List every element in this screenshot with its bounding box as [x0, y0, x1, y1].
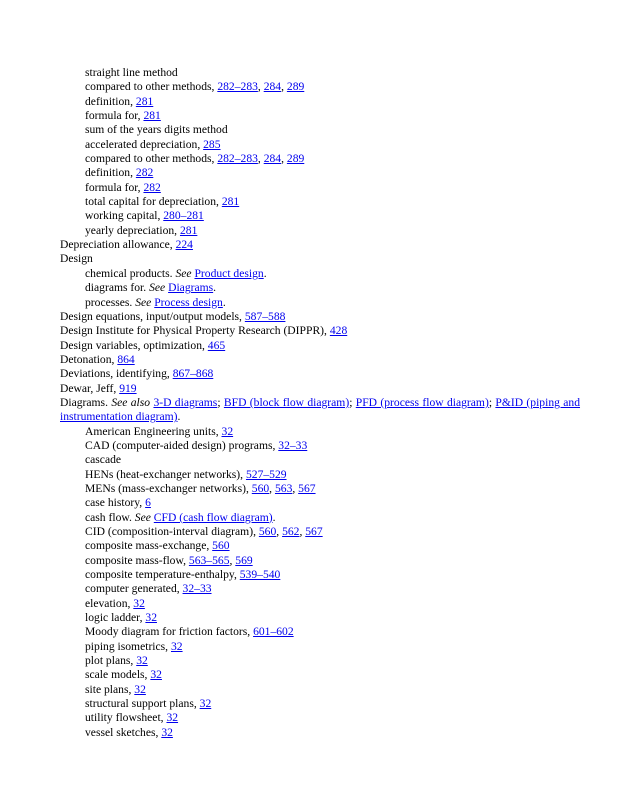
- entry-text: ;: [349, 395, 356, 409]
- index-subentry: [60, 281, 580, 295]
- index-subentry: [60, 625, 580, 639]
- index-subentry: [60, 496, 580, 510]
- index-entry: [60, 339, 580, 353]
- entry-text: ,: [257, 80, 264, 94]
- entry-text: diagrams for.: [85, 281, 150, 295]
- entry-text: Design variables, optimization,: [60, 338, 208, 352]
- index-subentry: [60, 80, 580, 94]
- index-subentry: [60, 425, 580, 439]
- entry-text: ,: [276, 525, 283, 538]
- index-entry: [60, 310, 580, 324]
- entry-text: .: [263, 266, 267, 280]
- see-reference-label: See: [135, 295, 152, 309]
- index-entry: [60, 238, 580, 252]
- index-subentry: [60, 439, 580, 453]
- index-subentry: [60, 296, 580, 310]
- index-subentry: [60, 568, 580, 582]
- index-subentry: [60, 95, 580, 109]
- index-subentry: [60, 654, 580, 668]
- entry-text: piping isometrics,: [85, 639, 171, 653]
- entry-text: sum of the years digits method: [85, 123, 228, 137]
- page-reference-link[interactable]: 32–33: [182, 582, 212, 596]
- entry-text: CID (composition-interval diagram),: [85, 525, 259, 538]
- page-reference-link[interactable]: 563: [274, 481, 293, 495]
- index-subentry: [60, 683, 580, 697]
- page-reference-link[interactable]: 289: [286, 152, 305, 166]
- page-reference-link[interactable]: 32: [136, 654, 148, 668]
- page-reference-link[interactable]: 919: [119, 381, 137, 395]
- see-reference-label: See: [134, 510, 151, 524]
- see-reference-label: See also: [111, 395, 151, 409]
- page-reference-link[interactable]: 289: [286, 80, 305, 94]
- see-reference-label: See: [175, 266, 192, 280]
- entry-text: vessel sketches,: [85, 725, 162, 739]
- page-reference-link[interactable]: P&ID (piping and instrumentation diagram): [60, 395, 581, 424]
- index-subentry: [60, 554, 580, 568]
- see-reference-label: See: [149, 281, 166, 295]
- entry-text: .: [177, 410, 181, 424]
- page-reference-link[interactable]: BFD (block flow diagram): [223, 395, 350, 409]
- index-entry: [60, 324, 580, 338]
- entry-text: composite temperature-enthalpy,: [85, 568, 240, 582]
- index-subentry: [60, 453, 580, 467]
- page-reference-link[interactable]: 32–33: [278, 438, 308, 452]
- entry-text: processes.: [85, 295, 136, 309]
- entry-text: accelerated depreciation,: [85, 137, 204, 151]
- index-entry: [60, 367, 580, 381]
- entry-text: cascade: [85, 453, 122, 467]
- index-subentry: [60, 267, 580, 281]
- entry-text: chemical products.: [85, 266, 176, 280]
- entry-text: formula for,: [85, 180, 144, 194]
- page-reference-link[interactable]: 569: [235, 553, 253, 567]
- entry-text: Design equations, input/output models,: [60, 309, 245, 323]
- entry-text: HENs (heat-exchanger networks),: [85, 467, 246, 481]
- index-page: [60, 66, 580, 740]
- page-reference-link[interactable]: 32: [221, 424, 234, 438]
- entry-text: ,: [229, 553, 236, 567]
- page-reference-link[interactable]: 284: [263, 80, 282, 94]
- index-subentry: [60, 181, 580, 195]
- entry-text: logic ladder,: [85, 611, 146, 625]
- entry-text: American Engineering units,: [85, 424, 222, 438]
- entry-text: composite mass-exchange,: [85, 539, 213, 553]
- page-reference-link[interactable]: 587–588: [244, 309, 286, 323]
- page-reference-link[interactable]: 282–283: [217, 152, 258, 166]
- page-reference-link[interactable]: 281: [135, 94, 154, 108]
- entry-text: MENs (mass-exchanger networks),: [85, 481, 252, 495]
- index-subentry: [60, 711, 580, 725]
- index-entry: [60, 353, 580, 367]
- index-subentry: [60, 582, 580, 596]
- entry-text: CAD (computer-aided design) programs,: [85, 438, 279, 452]
- page-reference-link[interactable]: 560: [212, 539, 230, 553]
- index-subentry: [60, 482, 580, 496]
- entry-text: formula for,: [85, 109, 144, 123]
- entry-text: case history,: [85, 496, 146, 510]
- entry-text: Detonation,: [60, 352, 118, 366]
- entry-text: Diagrams.: [60, 395, 112, 409]
- index-subentry: [60, 109, 580, 123]
- entry-text: .: [222, 295, 226, 309]
- entry-text: definition,: [85, 166, 136, 180]
- page-reference-link[interactable]: 32: [145, 611, 157, 625]
- entry-text: ,: [299, 525, 306, 538]
- page-reference-link[interactable]: 3-D diagrams: [153, 395, 218, 409]
- page-reference-link[interactable]: CFD (cash flow diagram): [153, 510, 273, 524]
- page-reference-link[interactable]: 32: [134, 682, 146, 696]
- entry-text: structural support plans,: [85, 697, 200, 711]
- entry-text: cash flow.: [85, 510, 135, 524]
- page-reference-link[interactable]: 32: [199, 697, 212, 711]
- page-reference-link[interactable]: 867–868: [172, 367, 214, 381]
- page-reference-link[interactable]: 527–529: [245, 467, 287, 481]
- entry-text: plot plans,: [85, 654, 137, 668]
- page-reference-link[interactable]: 465: [207, 338, 226, 352]
- page-reference-link[interactable]: 567: [305, 525, 323, 538]
- index-subentry: [60, 611, 580, 625]
- page-reference-link[interactable]: 282: [135, 166, 154, 180]
- index-subentry: [60, 525, 580, 539]
- page-reference-link[interactable]: 32: [133, 596, 145, 610]
- entry-text: computer generated,: [85, 582, 183, 596]
- page-reference-link[interactable]: 284: [263, 152, 282, 166]
- index-subentry: [60, 597, 580, 611]
- entry-text: working capital,: [85, 209, 164, 223]
- entry-text: ,: [257, 152, 264, 166]
- entry-text: definition,: [85, 94, 136, 108]
- entry-text: Deviations, identifying,: [60, 367, 173, 381]
- page-reference-link[interactable]: 560: [251, 481, 270, 495]
- page-reference-link[interactable]: 428: [329, 324, 348, 338]
- page-reference-link[interactable]: 563–565: [188, 553, 230, 567]
- index-subentry: [60, 209, 580, 223]
- page-reference-link[interactable]: 281: [221, 195, 240, 209]
- entry-text: straight line method: [85, 66, 178, 79]
- entry-text: .: [213, 281, 217, 295]
- page-reference-link[interactable]: 864: [117, 352, 135, 366]
- index-subentry: [60, 640, 580, 654]
- index-subentry: [60, 511, 580, 525]
- entry-text: Dewar, Jeff,: [60, 381, 120, 395]
- entry-text: total capital for depreciation,: [85, 195, 222, 209]
- page-reference-link[interactable]: 32: [170, 639, 183, 653]
- entry-text: site plans,: [85, 682, 135, 696]
- index-entry: [60, 382, 580, 396]
- entry-text: Design: [60, 252, 93, 266]
- page-reference-link[interactable]: 281: [179, 223, 198, 237]
- index-subentry: [60, 468, 580, 482]
- index-subentry: [60, 66, 580, 80]
- index-subentry: [60, 166, 580, 180]
- entry-text: yearly depreciation,: [85, 223, 180, 237]
- index-subentry: [60, 224, 580, 238]
- page-reference-link[interactable]: Product design: [194, 266, 264, 280]
- entry-text: compared to other methods,: [85, 80, 218, 94]
- index-subentry: [60, 138, 580, 152]
- entry-text: scale models,: [85, 668, 151, 682]
- entry-text: ,: [292, 481, 299, 495]
- entry-text: .: [272, 510, 276, 524]
- entry-text: ;: [488, 395, 496, 409]
- entry-text: elevation,: [85, 596, 134, 610]
- page-reference-link[interactable]: PFD (process flow diagram): [355, 395, 489, 409]
- entry-text: ,: [281, 152, 287, 166]
- index-subentry: [60, 726, 580, 740]
- index-subentry: [60, 195, 580, 209]
- index-entry: [60, 396, 580, 425]
- index-subentry: [60, 123, 580, 137]
- entry-text: Moody diagram for friction factors,: [85, 625, 254, 639]
- entry-text: compared to other methods,: [85, 152, 218, 166]
- page-reference-link[interactable]: 224: [175, 238, 193, 252]
- page-reference-link[interactable]: 282: [143, 180, 161, 194]
- page-reference-link[interactable]: 6: [145, 496, 151, 510]
- page-reference-link[interactable]: 32: [150, 668, 162, 682]
- page-reference-link[interactable]: 32: [166, 711, 179, 725]
- page-reference-link[interactable]: 32: [161, 725, 173, 739]
- entry-text: Depreciation allowance,: [60, 238, 176, 252]
- page-reference-link[interactable]: 601–602: [253, 625, 294, 639]
- entry-text: ;: [217, 395, 224, 409]
- page-reference-link[interactable]: Process design: [154, 295, 223, 309]
- index-subentry: [60, 697, 580, 711]
- index-subentry: [60, 539, 580, 553]
- entry-text: ,: [281, 80, 287, 94]
- index-subentry: [60, 152, 580, 166]
- index-entry: [60, 252, 580, 266]
- page-reference-link[interactable]: 282–283: [217, 80, 258, 94]
- page-reference-link[interactable]: 567: [298, 481, 316, 495]
- page-reference-link[interactable]: 539–540: [239, 568, 281, 582]
- index-subentry: [60, 668, 580, 682]
- page-reference-link[interactable]: Diagrams: [168, 281, 214, 295]
- entry-text: utility flowsheet,: [85, 711, 167, 725]
- entry-text: Design Institute for Physical Property Research (DIPPR),: [60, 324, 330, 338]
- page-reference-link[interactable]: 285: [203, 137, 221, 151]
- page-reference-link[interactable]: 280–281: [163, 209, 204, 223]
- page-reference-link[interactable]: 560: [258, 525, 277, 538]
- page-reference-link[interactable]: 562: [282, 525, 300, 538]
- page-reference-link[interactable]: 281: [143, 109, 161, 123]
- entry-text: ,: [269, 481, 275, 495]
- entry-text: composite mass-flow,: [85, 553, 189, 567]
